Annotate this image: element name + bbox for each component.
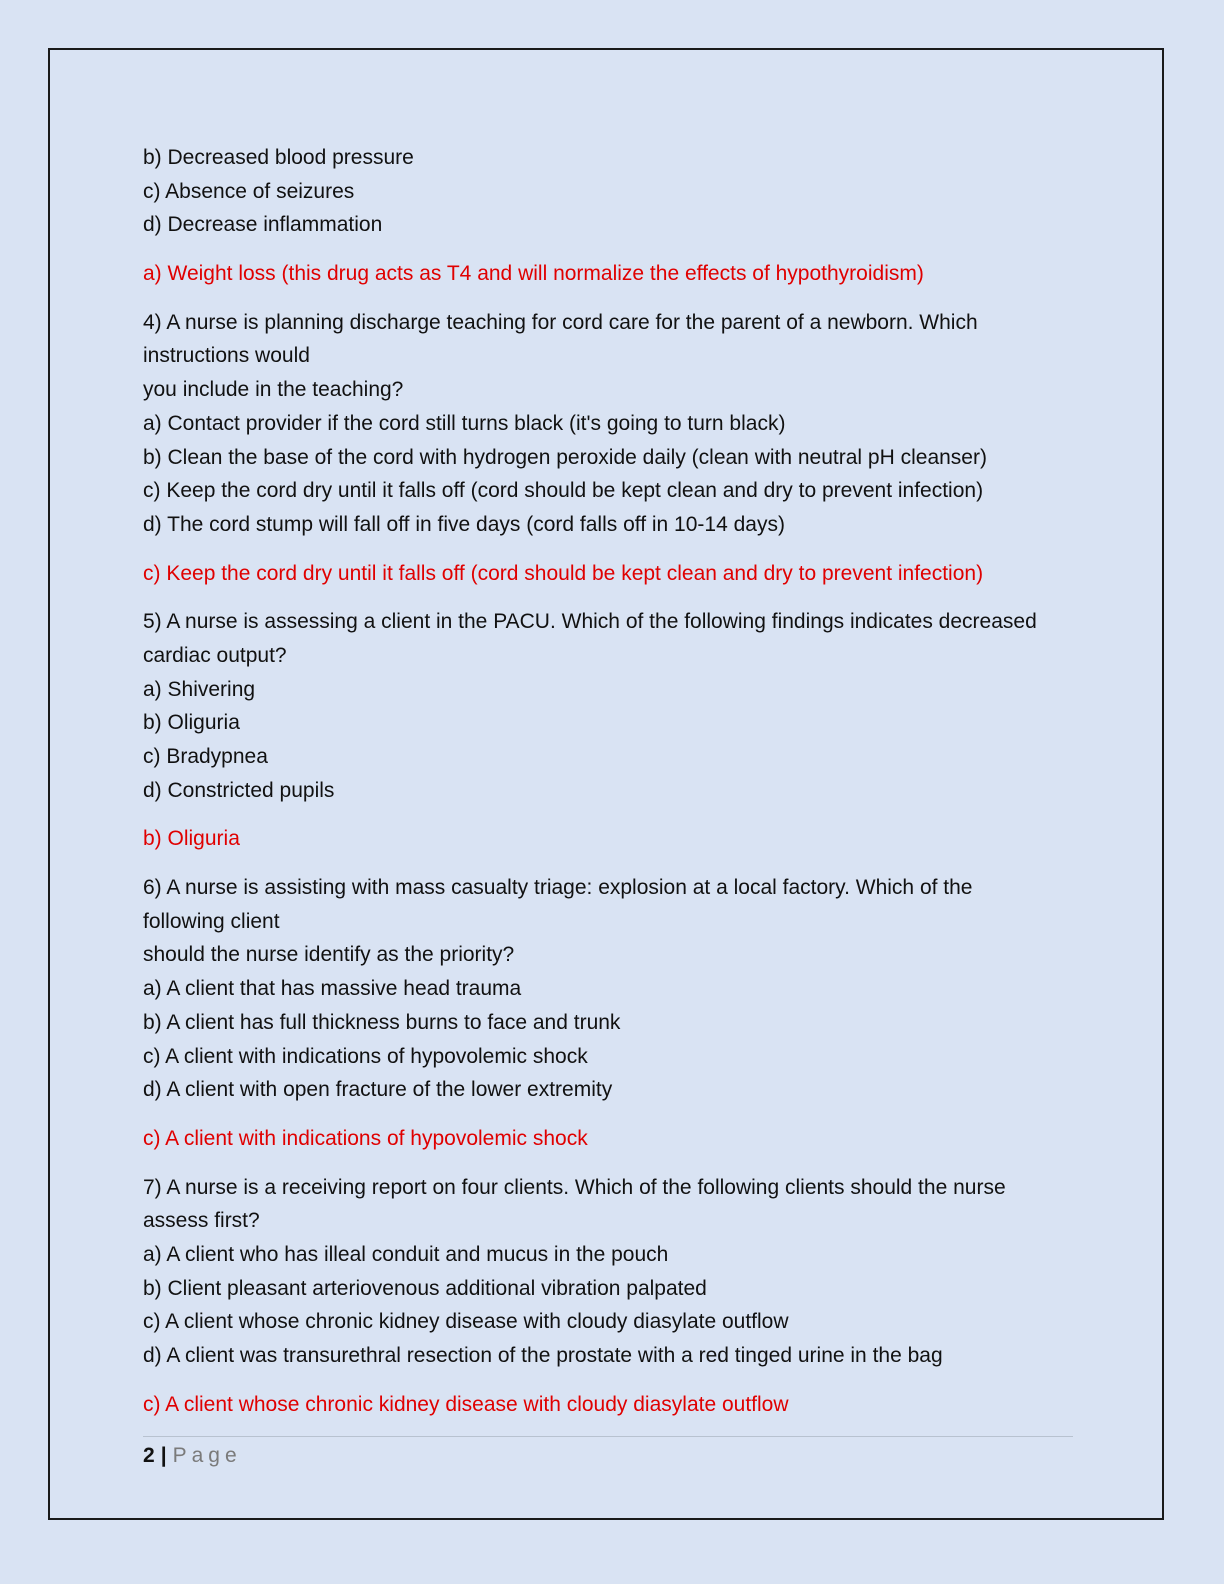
text-line: a) Shivering <box>143 677 256 701</box>
document-body <box>143 141 1083 1436</box>
text-line: b) Client pleasant arteriovenous additional vibration palpated <box>143 1276 707 1300</box>
text-line: c) Bradypnea <box>143 745 268 768</box>
text-line: you include in the teaching? <box>143 378 404 402</box>
text-line: d) The cord stump will fall off in five days (cord falls off in 10-14 days) <box>143 512 785 536</box>
page-label: Page <box>172 1444 242 1467</box>
text-line: a) A client who has illeal conduit and mucus in the pouch <box>143 1242 669 1266</box>
text-line: d) A client with open fracture of the lower extremity <box>143 1078 613 1102</box>
answer-line: b) Oliguria <box>143 827 240 851</box>
text-line: b) Oliguria <box>143 711 240 735</box>
text-line: c) A client whose chronic kidney disease with cloudy diasylate outflow <box>143 1310 789 1334</box>
text-line: 5) A nurse is assessing a client in the PACU. Which of the following findings indicates decreased <box>143 610 1037 634</box>
text-line: a) A client that has massive head trauma <box>143 977 522 1001</box>
text-line: 4) A nurse is planning discharge teaching for cord care for the parent of a newborn. Which <box>143 310 978 334</box>
text-line: instructions would <box>143 344 310 368</box>
text-line: c) Absence of seizures <box>143 179 355 203</box>
footer-separator: | <box>160 1444 167 1467</box>
text-line: a) Contact provider if the cord still turns black (it's going to turn black) <box>143 411 786 435</box>
text-line: d) Constricted pupils <box>143 778 335 802</box>
text-line: c) A client with indications of hypovolemic shock <box>143 1044 588 1068</box>
answer-line: c) Keep the cord dry until it falls off (cord should be kept clean and dry to prevent infection) <box>143 561 984 585</box>
text-line: b) Decreased blood pressure <box>143 146 414 169</box>
text-line: 6) A nurse is assisting with mass casualty triage: explosion at a local factory. Which of the <box>143 876 973 900</box>
answer-line: a) Weight loss (this drug acts as T4 and will normalize the effects of hypothyroidism) <box>143 262 924 286</box>
text-line: following client <box>143 909 280 933</box>
text-line: c) Keep the cord dry until it falls off (cord should be kept clean and dry to prevent infection) <box>143 479 984 503</box>
page-footer <box>143 1436 1073 1471</box>
text-line: b) A client has full thickness burns to face and trunk <box>143 1010 621 1034</box>
text-line: assess first? <box>143 1209 260 1233</box>
text-line: should the nurse identify as the priority? <box>143 943 515 967</box>
answer-line: c) A client whose chronic kidney disease with cloudy diasylate outflow <box>143 1392 789 1416</box>
page-number: 2 <box>143 1444 155 1467</box>
answer-line: c) A client with indications of hypovolemic shock <box>143 1126 588 1150</box>
text-line: b) Clean the base of the cord with hydrogen peroxide daily (clean with neutral pH cleanser) <box>143 445 987 469</box>
text-line: 7) A nurse is a receiving report on four clients. Which of the following clients should the nurse <box>143 1175 1006 1199</box>
text-line: d) Decrease inflammation <box>143 213 383 237</box>
text-line: cardiac output? <box>143 643 287 667</box>
text-line: d) A client was transurethral resection of the prostate with a red tinged urine in the bag <box>143 1344 943 1367</box>
